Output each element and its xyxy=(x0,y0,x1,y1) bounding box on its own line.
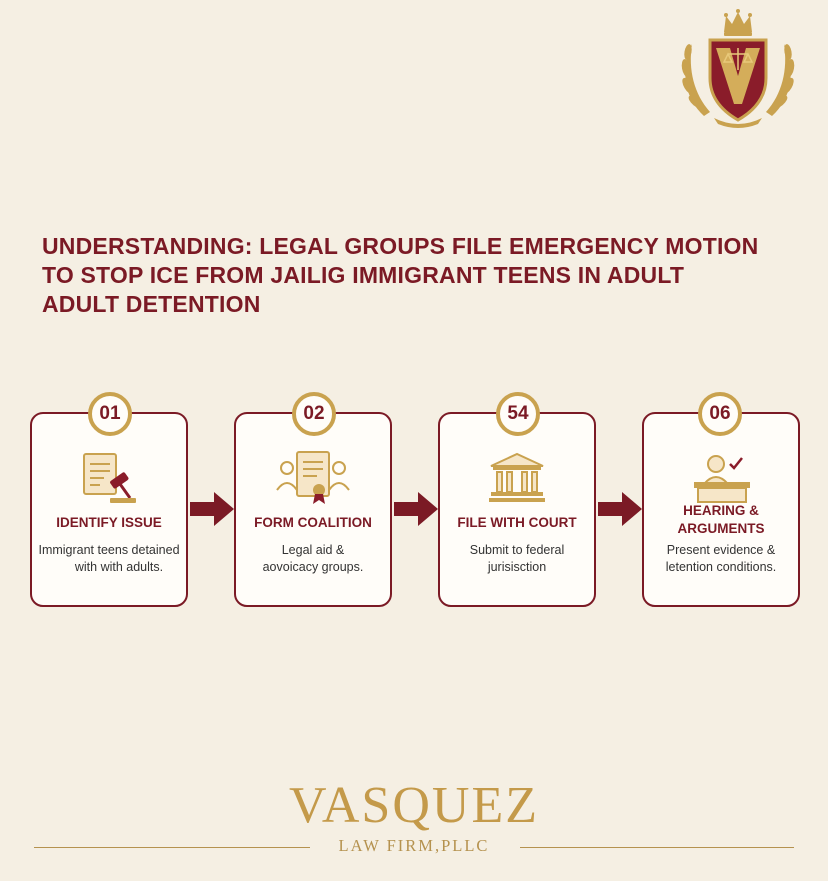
step-card-identify-issue xyxy=(30,412,188,607)
page-headline xyxy=(42,232,802,319)
brand-subtitle: LAW FIRM,PLLC xyxy=(338,836,490,855)
step-title: FORM COALITION xyxy=(254,515,372,530)
step-title: FILE WITH COURT xyxy=(457,515,577,530)
step-description-line-1: Immigrant teens detained xyxy=(38,543,180,557)
step-number-badge: 06 xyxy=(698,392,742,436)
step-number-badge: 02 xyxy=(292,392,336,436)
headline-line-2: TO STOP ICE FROM JAILIG IMMIGRANT TEENS IN ADULT xyxy=(42,262,685,288)
step-description-line-1: Present evidence & xyxy=(666,543,776,557)
step-description-line-1: Submit to federal xyxy=(469,543,565,557)
brand-name: VASQUEZ xyxy=(289,777,539,834)
document-gavel-icon xyxy=(32,450,186,506)
arrow-right-icon xyxy=(598,490,642,528)
step-description-line-1: Legal aid & xyxy=(281,543,345,557)
step-description xyxy=(444,542,590,576)
step-title-line-2: ARGUMENTS xyxy=(677,521,765,536)
step-description-line-2: aovoicacy groups. xyxy=(262,560,364,574)
step-title: IDENTIFY ISSUE xyxy=(56,515,162,530)
step-description-line-2: letention conditions. xyxy=(665,560,777,574)
step-description-line-2: with with adults. xyxy=(74,560,164,574)
headline-line-1: UNDERSTANDING: LEGAL GROUPS FILE EMERGENCY MOTION xyxy=(42,233,759,259)
step-description-line-2: jurisisction xyxy=(487,560,547,574)
coalition-certificate-icon xyxy=(236,450,390,506)
law-firm-crest-logo xyxy=(674,8,802,130)
divider xyxy=(520,847,794,848)
step-card-hearing-arguments xyxy=(642,412,800,607)
step-description xyxy=(648,542,794,576)
step-title xyxy=(648,502,794,538)
arrow-right-icon xyxy=(394,490,438,528)
step-number-badge: 54 xyxy=(496,392,540,436)
headline-line-3: ADULT DETENTION xyxy=(42,291,261,317)
courthouse-icon xyxy=(440,450,594,506)
judge-bench-icon xyxy=(644,450,798,506)
step-card-file-with-court xyxy=(438,412,596,607)
arrow-right-icon xyxy=(190,490,234,528)
step-title-line-1: HEARING & xyxy=(683,503,759,518)
step-description xyxy=(240,542,386,576)
step-number-badge: 01 xyxy=(88,392,132,436)
step-card-form-coalition xyxy=(234,412,392,607)
step-description xyxy=(36,542,182,576)
